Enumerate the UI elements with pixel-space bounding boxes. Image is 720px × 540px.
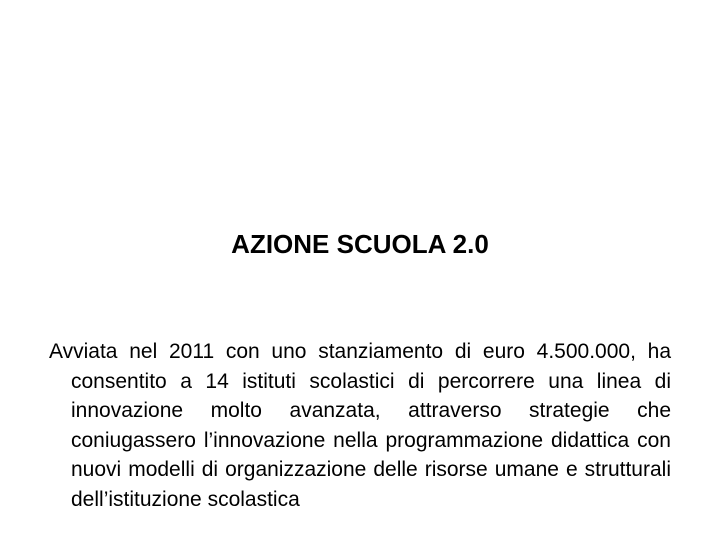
slide-body-text: Avviata nel 2011 con uno stanziamento di euro 4.500.000, ha consentito a 14 istituti scolastici di percorrere una linea di innovazione molto avanzata, attraverso strategie che coniugassero l’innovazione nella programmazione didattica con nuovi modelli di organizzazione delle risorse umane e strutturali dell’istituzione scolastica (49, 340, 671, 511)
slide-title: AZIONE SCUOLA 2.0 (231, 229, 489, 259)
